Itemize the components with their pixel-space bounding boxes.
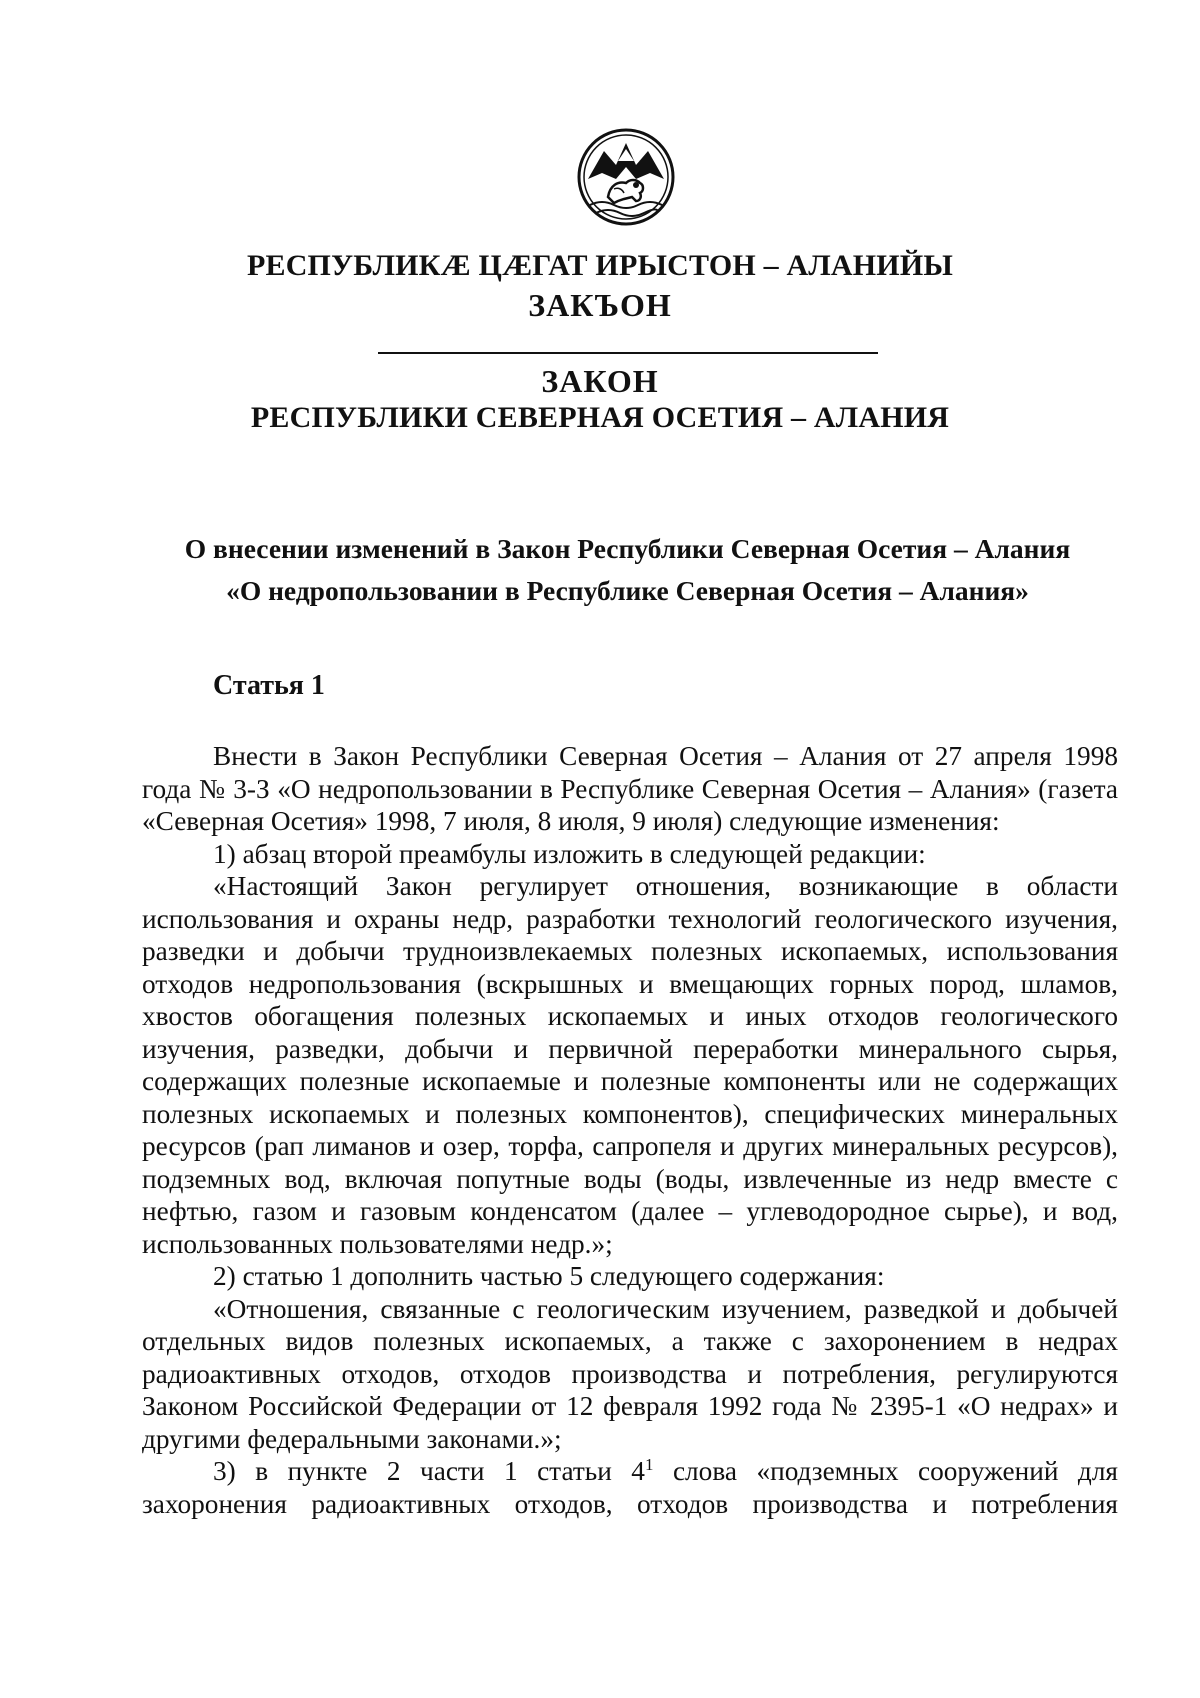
item-1-paragraph: 1) абзац второй преамбулы изложить в следующей редакции: — [213, 838, 926, 869]
item-1-quoted-text: «Настоящий Закон регулирует отношения, возникающие в области использования и охраны недр, разработки технологий геологического изучения, разведки и добычи трудноизвлекаемых полезных ископаемых, использования отходов недропользования (вскрышных и вмещающих горных пород, шламов, хвостов обогащения полезных ископаемых и иных отходов геологического изучения, разведки, добычи и первичной переработки минерального сырья, содержащих полезные ископаемые и полезные компоненты или не содержащих полезных ископаемых и полезных компонентов), специфических минеральных ресурсов (рап лиманов и озер, торфа, сапропеля и других минеральных ресурсов), подземных вод, включая попутные воды (воды, извлеченные из недр вместе с нефтью, газом и газовым конденсатом (далее – углеводородное сырье), и вод, использованных пользователями недр.»; — [142, 871, 1118, 1259]
item-3-text-end: слова «подземных сооружений для захоронения радиоактивных отходов, отходов производства и потребления — [142, 1456, 1118, 1519]
ossetian-law-heading: ЗАКЪОН — [528, 287, 672, 323]
article-number-superscript: 1 — [644, 1454, 654, 1474]
article-body — [142, 740, 1118, 1520]
item-2-paragraph: 2) статью 1 дополнить частью 5 следующего содержания: — [213, 1261, 885, 1291]
russian-republic-heading: РЕСПУБЛИКИ СЕВЕРНАЯ ОСЕТИЯ – АЛАНИЯ — [250, 401, 950, 434]
item-3-paragraph — [142, 1455, 1118, 1520]
article-intro-paragraph: Внести в Закон Республики Северная Осетия – Алания от 27 апреля 1998 года № 3-З «О недропользовании в Республике Северная Осетия – Алания» (газета «Северная Осетия» 1998, 7 июля, 8 июля, 9 июля) следующие изменения: — [142, 741, 1118, 836]
document-title-line-1: О внесении изменений в Закон Республики Северная Осетия – Алания — [184, 533, 1071, 564]
article-heading: Статья 1 — [213, 670, 325, 701]
item-2-quoted-text: «Отношения, связанные с геологическим изучением, разведкой и добычей отдельных видов полезных ископаемых, а также с захоронением в недрах радиоактивных отходов, отходов производства и потребления, регулируются Законом Российской Федерации от 12 февраля 1992 года № 2395-1 «О недрах» и другими федеральными законами.»; — [142, 1293, 1118, 1454]
header-divider — [378, 352, 878, 354]
document-title-line-2: «О недропользовании в Республике Северная Осетия – Алания» — [226, 575, 1029, 606]
ossetian-republic-heading: РЕСПУБЛИКÆ ЦÆГАТ ИРЫСТОН – АЛАНИЙЫ — [246, 249, 954, 282]
russian-law-heading: ЗАКОН — [541, 363, 659, 399]
item-3-text-start: 3) в пункте 2 части 1 статьи 4 — [213, 1456, 645, 1486]
coat-of-arms-icon — [574, 127, 678, 227]
